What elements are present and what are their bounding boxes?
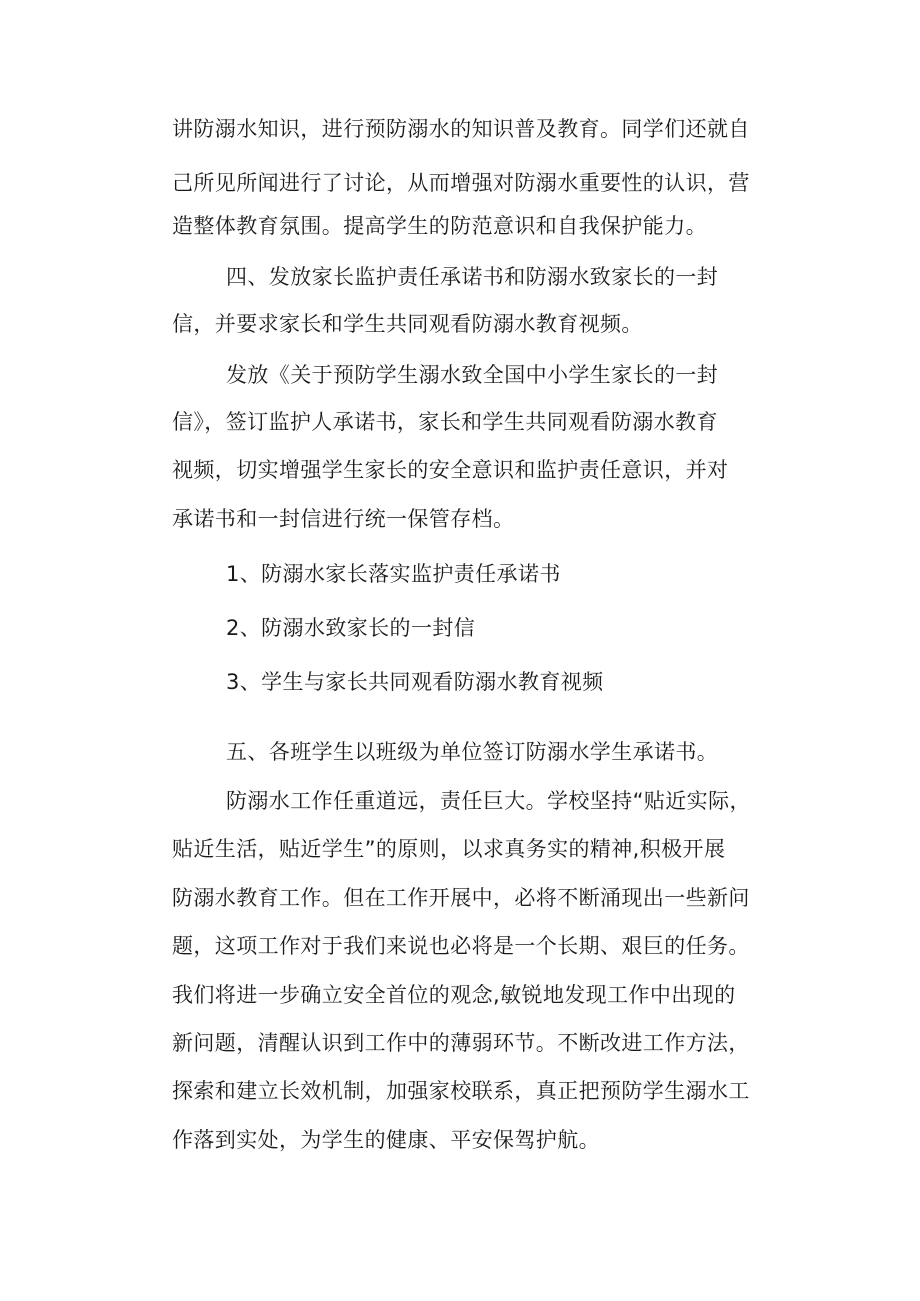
list-item: 3、学生与家长共同观看防溺水教育视频 bbox=[226, 670, 604, 694]
body-text-line: 讲防溺水知识，进行预防溺水的知识普及教育。同学们还就自 bbox=[172, 117, 750, 141]
body-text-line: 信》，签订监护人承诺书，家长和学生共同观看防溺水教育 bbox=[172, 410, 718, 434]
body-text-line: 防溺水工作任重道远，责任巨大。学校坚持“贴近实际， bbox=[226, 789, 751, 813]
body-text-line: 承诺书和一封信进行统一保管存档。 bbox=[172, 507, 515, 531]
body-text-line: 作落到实处，为学生的健康、平安保驾护航。 bbox=[172, 1128, 600, 1152]
body-text-line: 视频，切实增强学生家长的安全意识和监护责任意识，并对 bbox=[172, 458, 729, 482]
body-text-line: 发放《关于预防学生溺水致全国中小学生家长的一封 bbox=[226, 363, 719, 387]
body-text-line: 我们将进一步确立安全首位的观念,敏锐地发现工作中出现的 bbox=[172, 983, 736, 1007]
body-text-line: 探索和建立长效机制，加强家校联系，真正把预防学生溺水工 bbox=[172, 1079, 750, 1103]
section-heading-line: 五、各班学生以班级为单位签订防溺水学生承诺书。 bbox=[226, 740, 719, 764]
body-text-line: 防溺水教育工作。但在工作开展中，必将不断涌现出一些新问 bbox=[172, 886, 750, 910]
section-heading-line: 信，并要求家长和学生共同观看防溺水教育视频。 bbox=[172, 312, 643, 336]
body-text-line: 造整体教育氛围。提高学生的防范意识和自我保护能力。 bbox=[172, 214, 707, 238]
body-text-line: 贴近生活，贴近学生”的原则，以求真务实的精神,积极开展 bbox=[172, 837, 726, 861]
section-heading-line: 四、发放家长监护责任承诺书和防溺水致家长的一封 bbox=[226, 265, 719, 289]
list-item: 1、防溺水家长落实监护责任承诺书 bbox=[226, 562, 561, 586]
body-text-line: 题，这项工作对于我们来说也必将是一个长期、艰巨的任务。 bbox=[172, 934, 750, 958]
body-text-line: 己所见所闻进行了讨论，从而增强对防溺水重要性的认识，营 bbox=[172, 171, 750, 195]
list-item: 2、防溺水致家长的一封信 bbox=[226, 616, 476, 640]
body-text-line: 新问题，清醒认识到工作中的薄弱环节。不断改进工作方法， bbox=[172, 1031, 750, 1055]
